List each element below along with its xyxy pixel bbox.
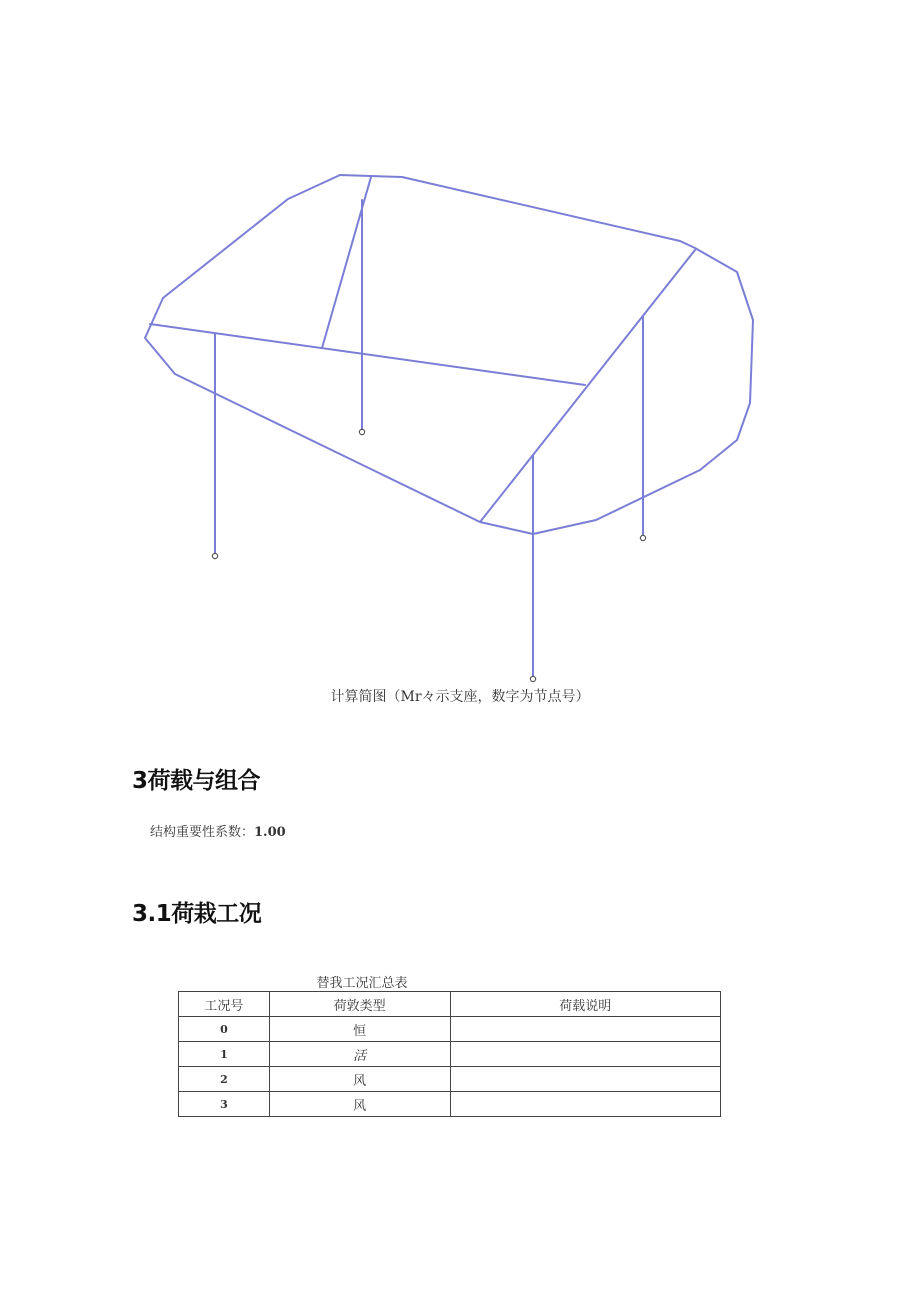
- case-number: 0: [179, 1017, 270, 1042]
- outer-boundary: [145, 175, 753, 534]
- section-3-heading: 3荷载与组合: [132, 768, 261, 794]
- load-type: 风: [269, 1092, 450, 1117]
- table-row: [179, 1067, 721, 1092]
- load-type: 风: [269, 1067, 450, 1092]
- table-row: [179, 1092, 721, 1117]
- table-title: 替我工况汇总表: [316, 976, 408, 991]
- support-4: [530, 676, 535, 681]
- header-load-desc: 荷载说明: [450, 992, 721, 1017]
- case-number: 1: [179, 1042, 270, 1067]
- load-desc: [450, 1092, 721, 1117]
- table-row: [179, 1042, 721, 1067]
- header-case-no: 工况号: [179, 992, 270, 1017]
- case-number: 3: [179, 1092, 270, 1117]
- load-case-table: [178, 991, 721, 1117]
- load-desc: [450, 1042, 721, 1067]
- importance-factor: [150, 821, 286, 840]
- section-3-1-heading: 3.1荷栽工况: [132, 901, 262, 927]
- load-type: 恒: [269, 1017, 450, 1042]
- table-row: [179, 1017, 721, 1042]
- header-load-type: 荷敦类型: [269, 992, 450, 1017]
- load-type: 活: [269, 1042, 450, 1067]
- load-desc: [450, 1017, 721, 1042]
- figure-caption: 计算简图（Mr々示支座，数字为节点号）: [330, 689, 590, 705]
- load-desc: [450, 1067, 721, 1092]
- importance-factor-label: 结构重要性系数：: [150, 825, 255, 840]
- beam-diagonal-top: [322, 177, 371, 348]
- case-number: 2: [179, 1067, 270, 1092]
- importance-factor-value: 1.00: [254, 825, 286, 840]
- support-2: [359, 429, 364, 434]
- support-1: [212, 553, 217, 558]
- beam-diagonal-right: [480, 250, 695, 522]
- table-header-row: [179, 992, 721, 1017]
- support-3: [640, 535, 645, 540]
